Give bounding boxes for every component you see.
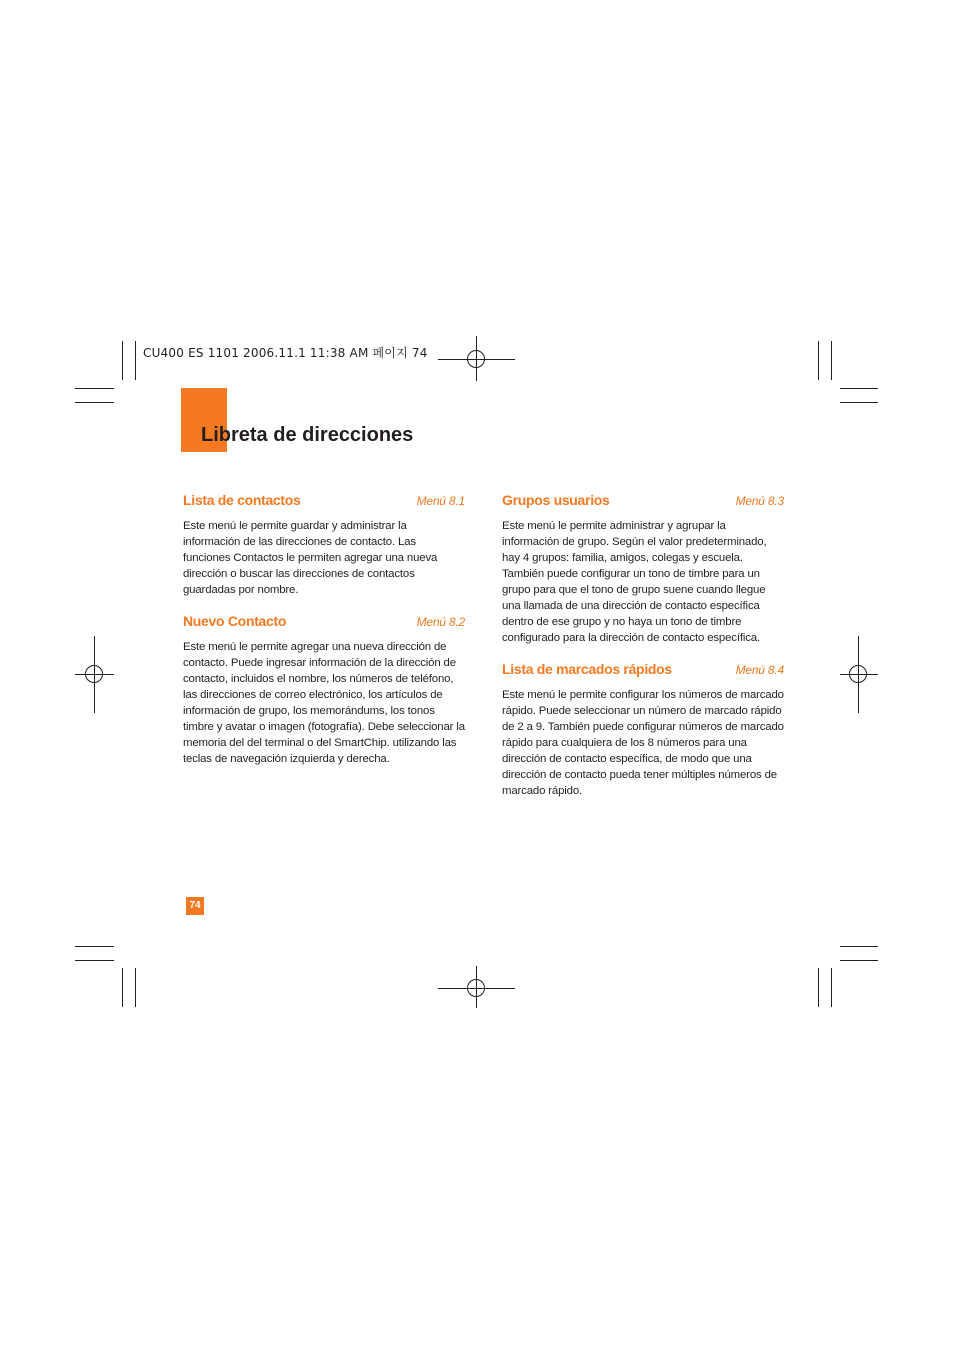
crop-mark [122, 341, 123, 380]
page-title: Libreta de direcciones [201, 424, 414, 446]
section-body: Este menú le permite administrar y agrupar la información de grupo. Según el valor predeterminado, hay 4 grupos: familia, amigos, colegas y escuela. También puede configurar un tono de timbre para un grupo para que el tono de grupo suene cuando llegue una llamada de una dirección de contacto específica dentro de ese grupo y no haya un tono de timbre configurado para la dirección de contacto específica. [502, 520, 767, 644]
menu-number: Menú 8.2 [416, 615, 465, 629]
crop-mark [840, 946, 878, 947]
crop-mark [75, 960, 114, 961]
registration-circle-icon [467, 350, 485, 368]
section-grupos-usuarios [502, 492, 784, 646]
print-info: CU400 ES 1101 2006.11.1 11:38 AM 페이지 74 [143, 346, 428, 360]
section-body: Este menú le permite guardar y administrar la información de las direcciones de contacto. Las funciones Contactos le permiten agregar una nueva dirección o buscar las direcciones de contactos guardadas por nombre. [183, 520, 438, 596]
crop-mark [818, 968, 819, 1007]
section-nuevo-contacto [183, 613, 465, 767]
crop-mark [75, 946, 114, 947]
menu-number: Menú 8.1 [416, 494, 465, 508]
crop-mark [831, 341, 832, 380]
section-body: Este menú le permite configurar los números de marcado rápido. Puede seleccionar un número de marcado rápido de 2 a 9. También puede configurar números de marcado rápido para cualquiera de los 8 números para una dirección de contacto específica, de modo que una dirección de contacto pueda tener múltiples números de marcado rápido. [502, 689, 784, 797]
crop-mark [135, 341, 136, 380]
crop-mark [818, 341, 819, 380]
menu-number: Menú 8.3 [735, 494, 784, 508]
crop-mark [840, 388, 878, 389]
registration-circle-icon [849, 665, 867, 683]
crop-mark [75, 402, 114, 403]
section-lista-de-contactos [183, 492, 465, 598]
crop-mark [135, 968, 136, 1007]
crop-mark [75, 388, 114, 389]
section-lista-de-marcados-rapidos [502, 661, 784, 799]
section-body: Este menú le permite agregar una nueva dirección de contacto. Puede ingresar información de la dirección de contacto, incluidos el nombre, los números de teléfono, las direcciones de correo electrónico, los artículos de información de grupo, los memorándums, los tonos timbre y avatar o imagen (fotografía). Debe seleccionar la memoria del del terminal o del SmartChip. utilizando las teclas de navegación izquierda y derecha. [183, 641, 465, 765]
crop-mark [122, 968, 123, 1007]
registration-circle-icon [467, 979, 485, 997]
section-title: Nuevo Contacto [183, 613, 287, 629]
crop-mark [831, 968, 832, 1007]
section-title: Grupos usuarios [502, 492, 610, 508]
menu-number: Menú 8.4 [735, 663, 784, 677]
section-title: Lista de contactos [183, 492, 301, 508]
registration-circle-icon [85, 665, 103, 683]
section-title: Lista de marcados rápidos [502, 661, 672, 677]
page-number: 74 [186, 897, 204, 915]
crop-mark [840, 960, 878, 961]
crop-mark [840, 402, 878, 403]
